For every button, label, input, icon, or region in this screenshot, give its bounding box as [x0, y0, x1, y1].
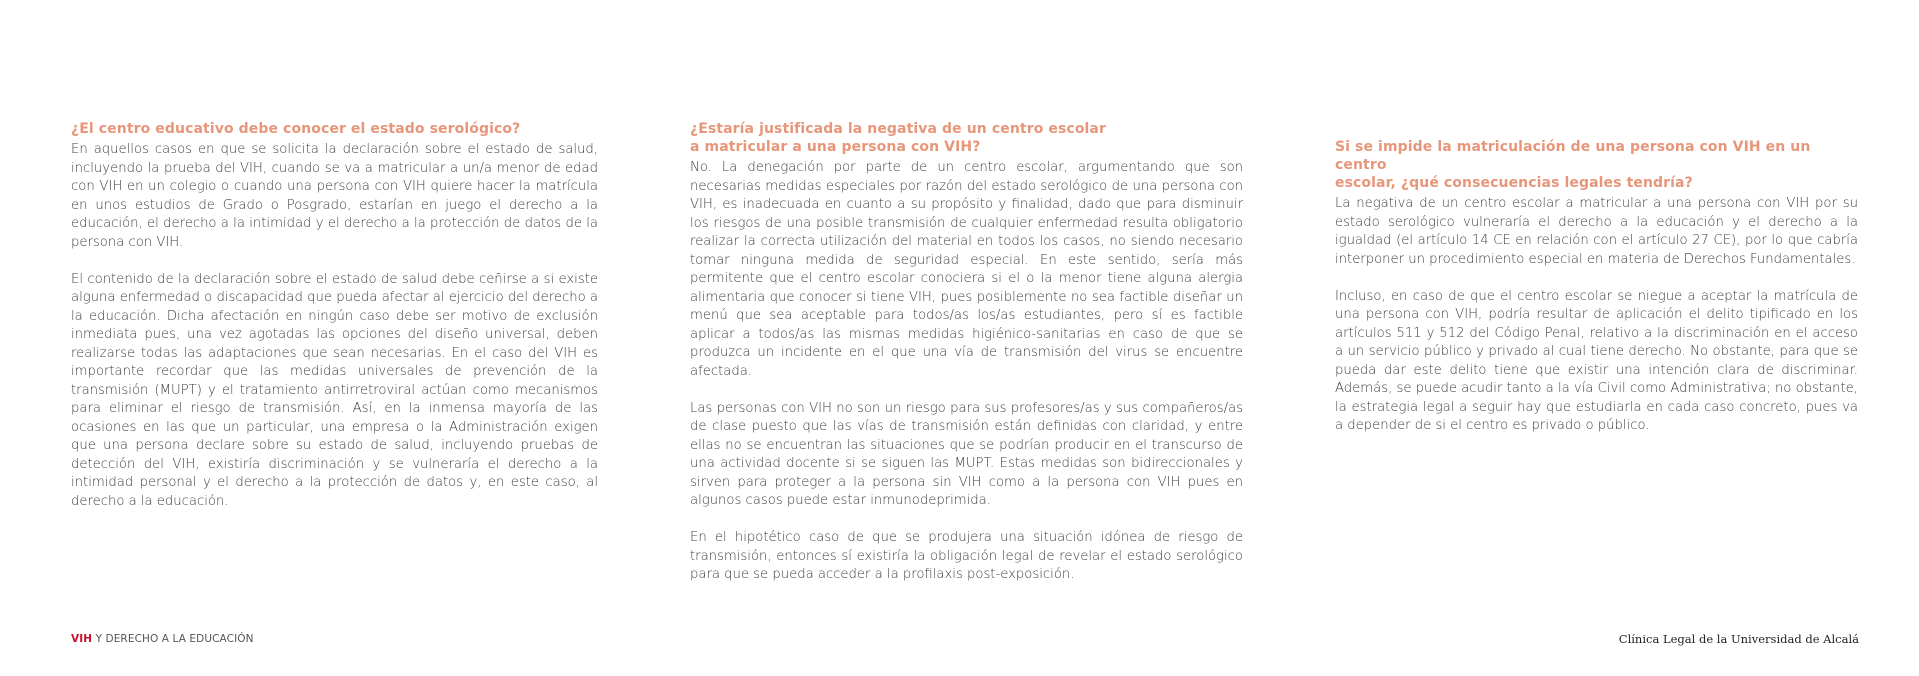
- section-heading-line: ¿Estaría justificada la negativa de un centro escolar: [690, 121, 1106, 137]
- body-paragraph: No. La denegación por parte de un centro escolar, argumentando que son necesarias medidas especiales por razón del estado serológico de una persona con VIH, es inadecuada en cuanto a su propósito y finalidad, dado que para disminuir los riesgos de una posible transmisión de cualquier enfermedad resulta obligatorio realizar la correcta utilización del material en todos los casos, no siendo necesario tomar ninguna medida de seguridad especial. En este sentido, sería más permitente que el centro escolar conociera si el o la menor tiene alguna alergia alimentaria que conocer si tiene VIH, pues posiblemente no sea factible diseñar un menú que sea aceptable para todos/as los/as estudiantes, pero sí es factible aplicar a todos/as las mismas medidas higiénico-sanitarias en caso de que se produzca un incidente en el que una vía de transmisión del virus se encuentre afectada.: [690, 160, 1243, 379]
- body-paragraph: Incluso, en caso de que el centro escolar se niegue a aceptar la matrícula de una persona con VIH, podría resultar de aplicación el delito tipificado en los artículos 511 y 512 del Código Penal, relativo a la discriminación en el acceso a un servicio público y privado al cual tiene derecho. No obstante, para que se pueda dar este delito tiene que existir una intención clara de discriminar. Además, se puede acudir tanto a la vía Civil como Administrativa; no obstante, la estrategia legal a seguir hay que estudiarla en cada caso concreto, pues va a depender de si el centro es privado o público.: [1335, 288, 1858, 433]
- column-negativa-justificada: [690, 120, 1243, 585]
- footer-publisher: Clínica Legal de la Universidad de Alcalá: [1618, 632, 1859, 646]
- section-heading-line: escolar, ¿qué consecuencias legales tendría?: [1335, 175, 1693, 191]
- column-consecuencias-legales: [1335, 138, 1858, 436]
- footer-publication-title: [71, 633, 254, 645]
- section-heading: [690, 120, 1243, 156]
- body-paragraph: La negativa de un centro escolar a matricular a una persona con VIH por su estado serológico vulneraría el derecho a la educación y el derecho a la igualdad (el artículo 14 CE en relación con el artículo 27 CE), por lo que cabría interponer un procedimiento especial en materia de Derechos Fundamentales.: [1335, 196, 1858, 267]
- body-paragraph: En el hipotético caso de que se produjera una situación idónea de riesgo de transmisión, entonces sí existiría la obligación legal de revelar el estado serológico para que se pueda acceder a la profilaxis post-exposición.: [690, 530, 1243, 582]
- section-heading: [1335, 138, 1858, 192]
- section-heading-line: Si se impide la matriculación de una persona con VIH en un centro: [1335, 139, 1811, 173]
- footer-brand-vih: VIH: [71, 633, 93, 645]
- section-heading-line: a matricular a una persona con VIH?: [690, 139, 981, 155]
- footer-title-text: Y DERECHO A LA EDUCACIÓN: [92, 633, 254, 645]
- column-centro-educativo-estado-serologico: [71, 120, 598, 511]
- body-paragraph: El contenido de la declaración sobre el estado de salud debe ceñirse a si existe alguna enfermedad o discapacidad que pueda afectar al ejercicio del derecho a la educación. Dicha afectación en ningún caso debe ser motivo de exclusión inmediata pues, una vez agotadas las opciones del diseño universal, deben realizarse todas las adaptaciones que sean necesarias. En el caso del VIH es importante recordar que las medidas universales de prevención de la transmisión (MUPT) y el tratamiento antirretroviral actúan como mecanismos para eliminar el riesgo de transmisión. Así, en la inmensa mayoría de las ocasiones en las que un particular, una empresa o la Administración exigen que una persona declare sobre su estado de salud, incluyendo pruebas de detección del VIH, existiría discriminación y se vulneraría el derecho a la intimidad personal y el derecho a la protección de datos y, en este caso, al derecho a la educación.: [71, 271, 598, 509]
- body-paragraph: En aquellos casos en que se solicita la declaración sobre el estado de salud, incluyendo la prueba del VIH, cuando se va a matricular a un/a menor de edad con VIH en un colegio o cuando una persona con VIH quiere hacer la matrícula en unos estudios de Grado o Posgrado, estarían en juego el derecho a la educación, el derecho a la intimidad y el derecho a la protección de datos de la persona con VIH.: [71, 142, 598, 250]
- section-heading: ¿El centro educativo debe conocer el estado serológico?: [71, 121, 521, 137]
- body-paragraph: Las personas con VIH no son un riesgo para sus profesores/as y sus compañeros/as de clase puesto que las vías de transmisión están definidas con claridad, y entre ellas no se encuentran las situaciones que se podrían producir en el transcurso de una actividad docente si se siguen las MUPT. Estas medidas son bidireccionales y sirven para proteger a la persona sin VIH como a la persona con VIH pues en algunos casos puede estar inmunodeprimida.: [690, 400, 1243, 508]
